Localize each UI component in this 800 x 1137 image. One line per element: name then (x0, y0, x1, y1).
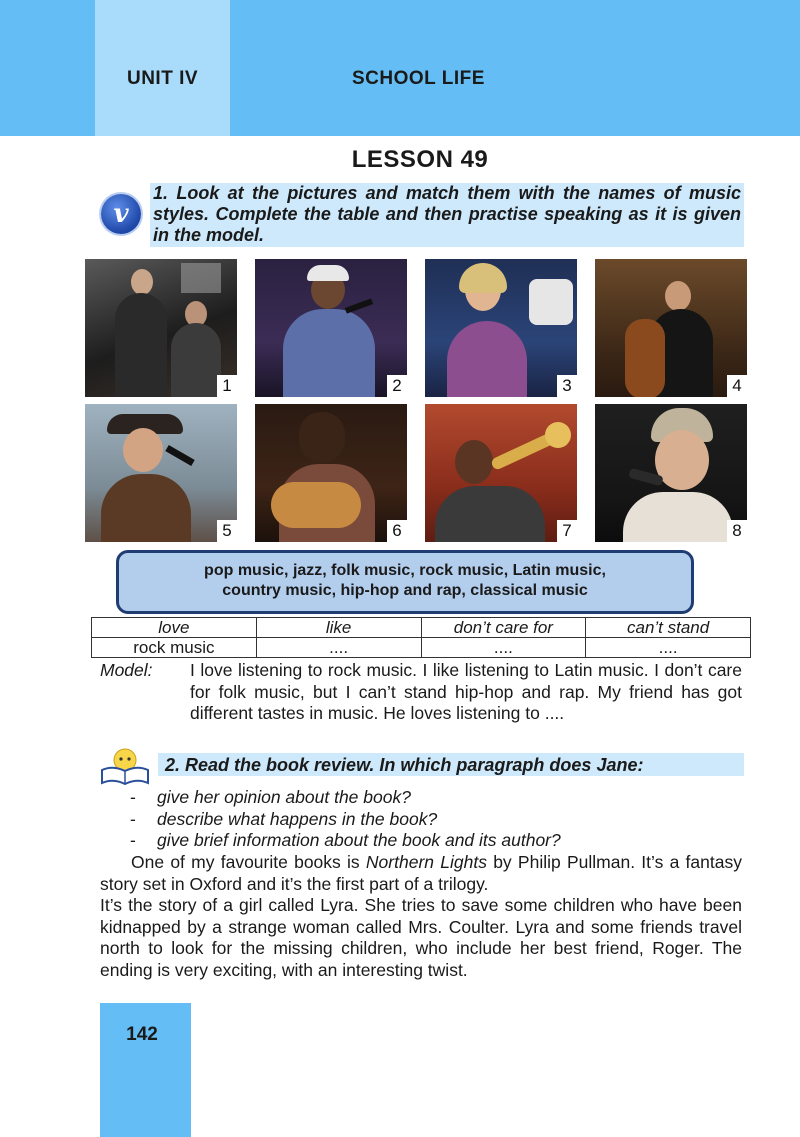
table-cell: .... (586, 638, 751, 658)
review-text: by Philip Pullman. It’s a fantasy story set in Oxford and it’s the first part of a trilogy. (100, 852, 742, 894)
performer-body (115, 293, 167, 397)
photo-country-singer (85, 404, 237, 542)
reading-book-icon (98, 746, 152, 786)
photo-number: 6 (387, 520, 407, 542)
guitar-neck (529, 279, 573, 325)
performer-head (665, 281, 691, 311)
photo-jazz-trumpeter (425, 404, 577, 542)
music-styles-line-2: country music, hip-hop and rap, classical music (222, 582, 588, 599)
performer-head (123, 428, 163, 472)
photo-pop-singer (425, 259, 577, 397)
table-cell: .... (421, 638, 586, 658)
table-row (92, 638, 751, 658)
performer-body (623, 492, 733, 542)
task2-bullet-list (130, 787, 561, 852)
photo-number: 1 (217, 375, 237, 397)
section-label: SCHOOL LIFE (352, 68, 485, 89)
trumpet-bell (545, 422, 571, 448)
task2-instruction: 2. Read the book review. In which paragraph does Jane: (165, 755, 644, 775)
table-header-cell: can’t stand (586, 618, 751, 638)
page-number: 142 (126, 1024, 158, 1045)
performer-body (283, 309, 375, 397)
music-styles-list (116, 561, 694, 601)
music-styles-line-1: pop music, jazz, folk music, rock music, Latin music, (204, 562, 606, 579)
photo-number: 7 (557, 520, 577, 542)
model-text: I love listening to rock music. I like listening to Latin music. I don’t care for folk music, but I can’t stand hip-hop and rap. My friend has got different tastes in music. He loves listening to .... (190, 660, 742, 723)
review-paragraph-2: It’s the story of a girl called Lyra. She tries to save some children who have been kidnapped by a strange woman called Mrs. Coulter. Lyra and some friends travel north to look for the missing children, who include her best friend, Roger. The ending is very exciting, with an interesting twist. (100, 895, 742, 980)
photo-number: 3 (557, 375, 577, 397)
performer-body (435, 486, 545, 542)
performer-body (171, 323, 221, 397)
table-cell: .... (256, 638, 421, 658)
photo-latin-singer (595, 404, 747, 542)
review-text: One of my favourite books is (131, 852, 366, 872)
unit-label: UNIT IV (126, 68, 199, 89)
model-block (100, 660, 742, 725)
table-cell: rock music (92, 638, 257, 658)
performer-head (455, 440, 493, 484)
table-header-cell: love (92, 618, 257, 638)
microphone (345, 298, 373, 313)
list-item: - give her opinion about the book? (130, 787, 561, 809)
photo-folk-singer (255, 404, 407, 542)
preferences-table (91, 617, 751, 658)
table-header-cell: like (256, 618, 421, 638)
photo-hiphop-singer (255, 259, 407, 397)
task1-instruction: 1. Look at the pictures and match them with the names of music styles. Complete the table and then practise speaking as it is given in the model. (153, 183, 741, 245)
acoustic-guitar (271, 482, 361, 528)
microphone (165, 445, 194, 466)
review-paragraph-1 (100, 852, 742, 895)
book-review (100, 852, 742, 981)
cap (307, 265, 349, 281)
stage-light (181, 263, 221, 293)
photo-rock-band (85, 259, 237, 397)
hair (459, 263, 507, 293)
performer-body (101, 474, 191, 542)
photo-cellist (595, 259, 747, 397)
photo-number: 2 (387, 375, 407, 397)
table-header-cell: don’t care for (421, 618, 586, 638)
speaking-icon: v (101, 194, 141, 234)
performer-body (447, 321, 527, 397)
photo-number: 8 (727, 520, 747, 542)
photo-number: 5 (217, 520, 237, 542)
list-item: - describe what happens in the book? (130, 809, 561, 831)
performer-head (131, 269, 153, 295)
model-label: Model: (100, 660, 153, 680)
table-header-row (92, 618, 751, 638)
book-title: Northern Lights (365, 852, 487, 872)
photo-number: 4 (727, 375, 747, 397)
hair (299, 412, 345, 462)
performer-head (655, 430, 709, 490)
list-item: - give brief information about the book and its author? (130, 830, 561, 852)
lesson-title: LESSON 49 (351, 146, 489, 173)
cello (625, 319, 665, 397)
